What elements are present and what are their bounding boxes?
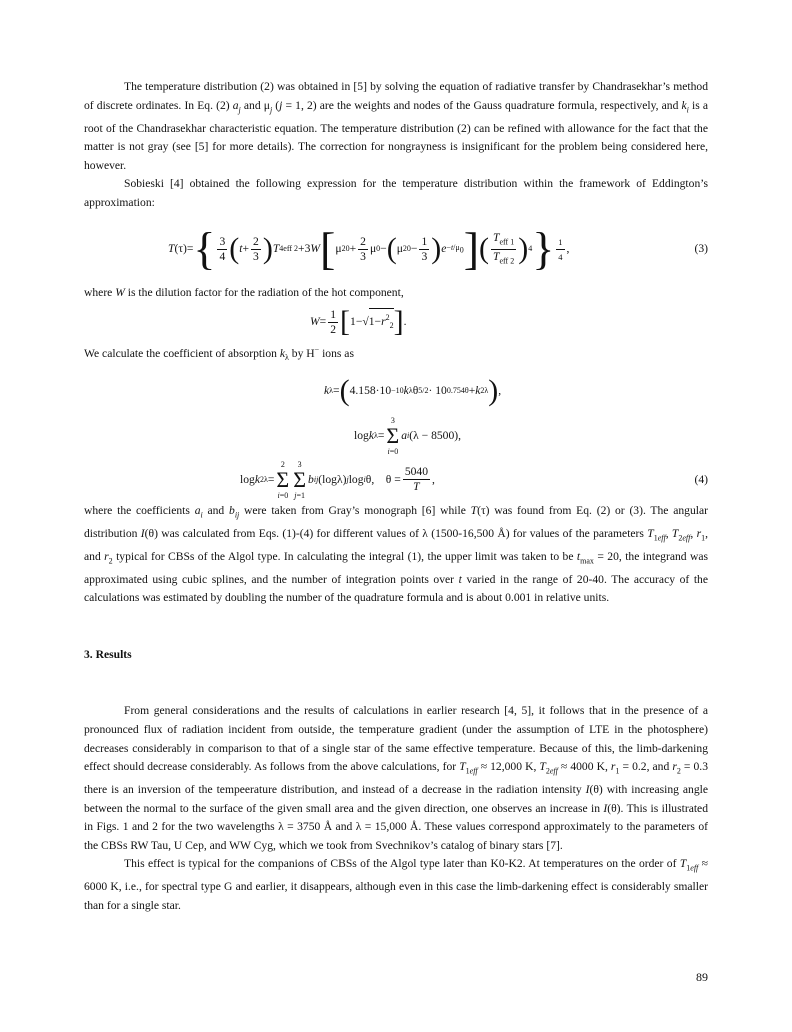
paragraph-2: Sobieski [4] obtained the following expression for the temperature distribution within the framework of Eddington’s approximation: <box>84 177 708 209</box>
equation-w: W = $\frac{1}{2}$ [ 1−√ $1-r^2_2$ ] . <box>310 305 407 339</box>
page-number: 89 <box>696 970 708 984</box>
paragraph-7: This effect is typical for the companions of CBSs of the Algol type later than K0-K2. At temperatures on the order of $T_{1eff} \approx 6000$ K, i.e., for spectral type G and earlier, it disappears, although even in this case the limb-darkening effect is considerably smaller than for a single star. <box>84 857 708 912</box>
equation-4-number: (4) <box>694 472 708 486</box>
equation-4: log k 2 λ = 2 Σ i=0 3 Σ j=1 b ij (logλ) j log i θ, θ = $\frac{5040}{T}$ , (4) <box>240 459 708 500</box>
paragraph-3: where W is the dilution factor for the radiation of the hot component, <box>84 286 404 300</box>
equation-k: k λ = ( 4.158·10 −10 k λ θ 5/2 · 10 0.754θ + k 2 λ ) , <box>324 373 502 407</box>
section-heading: 3. Results <box>84 647 132 661</box>
paragraph-5: where the coefficients $a_i$ and $b_{ij}$ were taken from Gray’s monograph [6] while T(τ) was found from Eq. (2) or (3). The angular distribution I(θ) was calculated from Eqs. (1)-(4) for different values of λ (1500-16,500 Å) for values of the parameters $T_{1eff}$, $T_{2eff}$, $r_1$, and $r_2$ typical for CBSs of the Algol type. In calculating the integral (1), the upper limit was taken to be $t_{max} = 20$, the integrand was approximated using cubic splines, and the number of integration points over t varied in the range of 20-40. The accuracy of the calculations was estimated by doubling the number of the quadrature formula and is about 0.001 in relative units. <box>84 503 709 605</box>
equation-logk: log k λ = 3 Σ i=0 a i (λ − 8500), <box>354 415 462 456</box>
paragraph-1: The temperature distribution (2) was obtained in [5] by solving the equation of radiative transfer by Chandrasekhar’s method of discrete ordinates. In Eq. (2) $a_j$ and $\mu_j$ (j = 1, 2) are the weights and nodes of the Gauss quadrature formula, respectively, and $k_i$ is a root of the Chandrasekhar characteristic equation. The temperature distribution (2) can be refined with allowance for the fact that the matter is not gray (see [5] for more details). The correction for nongrayness is insignificant for the problem being considered here, however. <box>84 80 708 172</box>
page-body <box>84 78 708 915</box>
equation-3: T(τ)= { $\frac{3}{4}$ ( t + $\frac{2}{3}$ ) T 4 eff 2 +3 W [ μ 2 0 + $\frac{2}{3}$ μ 0 − ( μ 2 0 − $\frac{1}{3}$ ) e $-t/\mu_0$ ] ( $\frac{T_{eff 1}}{T_{eff 2}}$ ) 4 } $\frac{1}{4}$ , (3) <box>168 223 708 275</box>
paragraph-4: We calculate the coefficient of absorption $k_\lambda$ by H− ions as <box>84 345 354 363</box>
paragraph-6: From general considerations and the results of calculations in earlier research [4, 5], it follows that in the presence of a pronounced flux of radiation incident from outside, the temperature gradient (under the assumption of LTE in the photosphere) decreases considerably in comparison to that of a single star of the same effective temperature. Because of this, the limb-darkening effect should decrease considerably. As follows from the above calculations, for $T_{1eff} \approx 12,000$ K, $T_{2eff} \approx 4000$ K, $r_1 = 0.2$, and $r_2 = 0.3$ there is an inversion of the tempeerature distribution, and instead of a decrease in the radiation intensity I(θ) with increasing angle between the normal to the surface of the given small area and the given direction, one observes an increase in I(θ). This is illustrated in Figs. 1 and 2 for the two wavelengths λ = 3750 Å and λ = 15,000 Å. These values correspond approximately to the parameters of the CBSs RW Tau, U Cep, and WW Cyg, which we took from Svechnikov’s catalog of binary stars [7]. <box>84 704 709 852</box>
equation-3-number: (3) <box>694 242 708 256</box>
